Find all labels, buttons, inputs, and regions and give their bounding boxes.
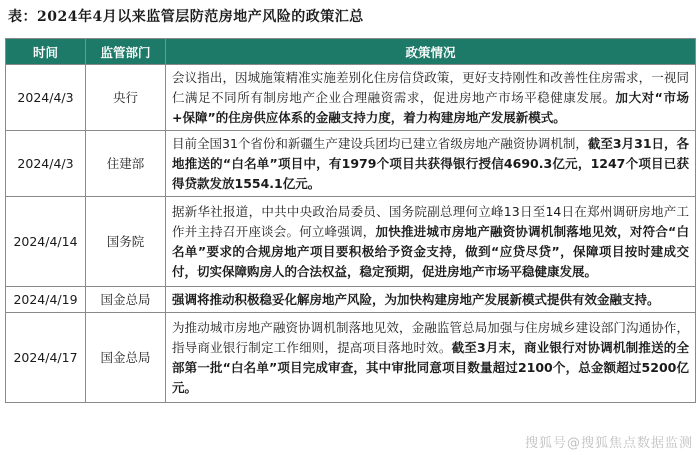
table-row [6, 287, 696, 313]
watermark: 搜狐号@搜狐焦点数据监测 [524, 436, 693, 451]
policy-text-bold: 加大对“市场+保障”的住房供应体系的金融支持力度，着力构建房地产发展新模式。 [172, 89, 689, 125]
table-row [6, 197, 696, 287]
row-policy [166, 197, 696, 287]
header-time: 时间 [6, 39, 86, 65]
policy-table [5, 38, 696, 403]
row-date: 2024/4/19 [6, 287, 86, 313]
policy-text: 目前全国31个省份和新疆生产建设兵团均已建立省级房地产融资协调机制， [172, 135, 588, 151]
table-title: 表：2024年4月以来监管层防范房地产风险的政策汇总 [8, 9, 364, 25]
policy-text-bold: 截至3月末，商业银行对协调机制推送的全部第一批“白名单”项目完成审查，其中审批同意项目数量超过2100个，总金额超过5200亿元。 [172, 339, 689, 395]
policy-text: 为推动城市房地产融资协调机制落地见效，金融监管总局加强与住房城乡建设部门沟通协作，指导商业银行制定工作细则，提高项目落地时效。 [172, 319, 689, 355]
row-dept: 国金总局 [86, 287, 166, 313]
table-row [6, 131, 696, 197]
header-policy: 政策情况 [166, 39, 696, 65]
row-date: 2024/4/17 [6, 313, 86, 403]
row-dept: 住建部 [86, 131, 166, 197]
row-date: 2024/4/14 [6, 197, 86, 287]
header-dept: 监管部门 [86, 39, 166, 65]
table-row [6, 65, 696, 131]
row-policy [166, 65, 696, 131]
policy-text: 据新华社报道，中共中央政治局委员、国务院副总理何立峰13日至14日在郑州调研房地产工作并主持召开座谈会。何立峰强调， [172, 203, 689, 239]
row-dept: 国金总局 [86, 313, 166, 403]
row-date: 2024/4/3 [6, 131, 86, 197]
policy-text-bold: 加快推进城市房地产融资协调机制落地见效，对符合“白名单”要求的合规房地产项目要积极给予资金支持，做到“应贷尽贷”，保障项目按时建成交付，切实保障购房人的合法权益，稳定预期，促进房地产市场平稳健康发展。 [172, 223, 689, 279]
header-row [6, 39, 696, 65]
row-policy [166, 287, 696, 313]
row-date: 2024/4/3 [6, 65, 86, 131]
row-policy [166, 131, 696, 197]
row-dept: 央行 [86, 65, 166, 131]
row-dept: 国务院 [86, 197, 166, 287]
policy-text-bold: 截至3月31日，各地推送的“白名单”项目中，有1979个项目共获得银行授信4690.3亿元，1247个项目已获得贷款发放1554.1亿元。 [172, 135, 690, 191]
table-row [6, 313, 696, 403]
policy-text-bold: 强调将推动积极稳妥化解房地产风险，为加快构建房地产发展新模式提供有效金融支持。 [172, 291, 660, 307]
policy-text: 会议指出，因城施策精准实施差别化住房信贷政策，更好支持刚性和改善性住房需求，一视同仁满足不同所有制房地产企业合理融资需求，促进房地产市场平稳健康发展。 [172, 69, 689, 105]
row-policy [166, 313, 696, 403]
